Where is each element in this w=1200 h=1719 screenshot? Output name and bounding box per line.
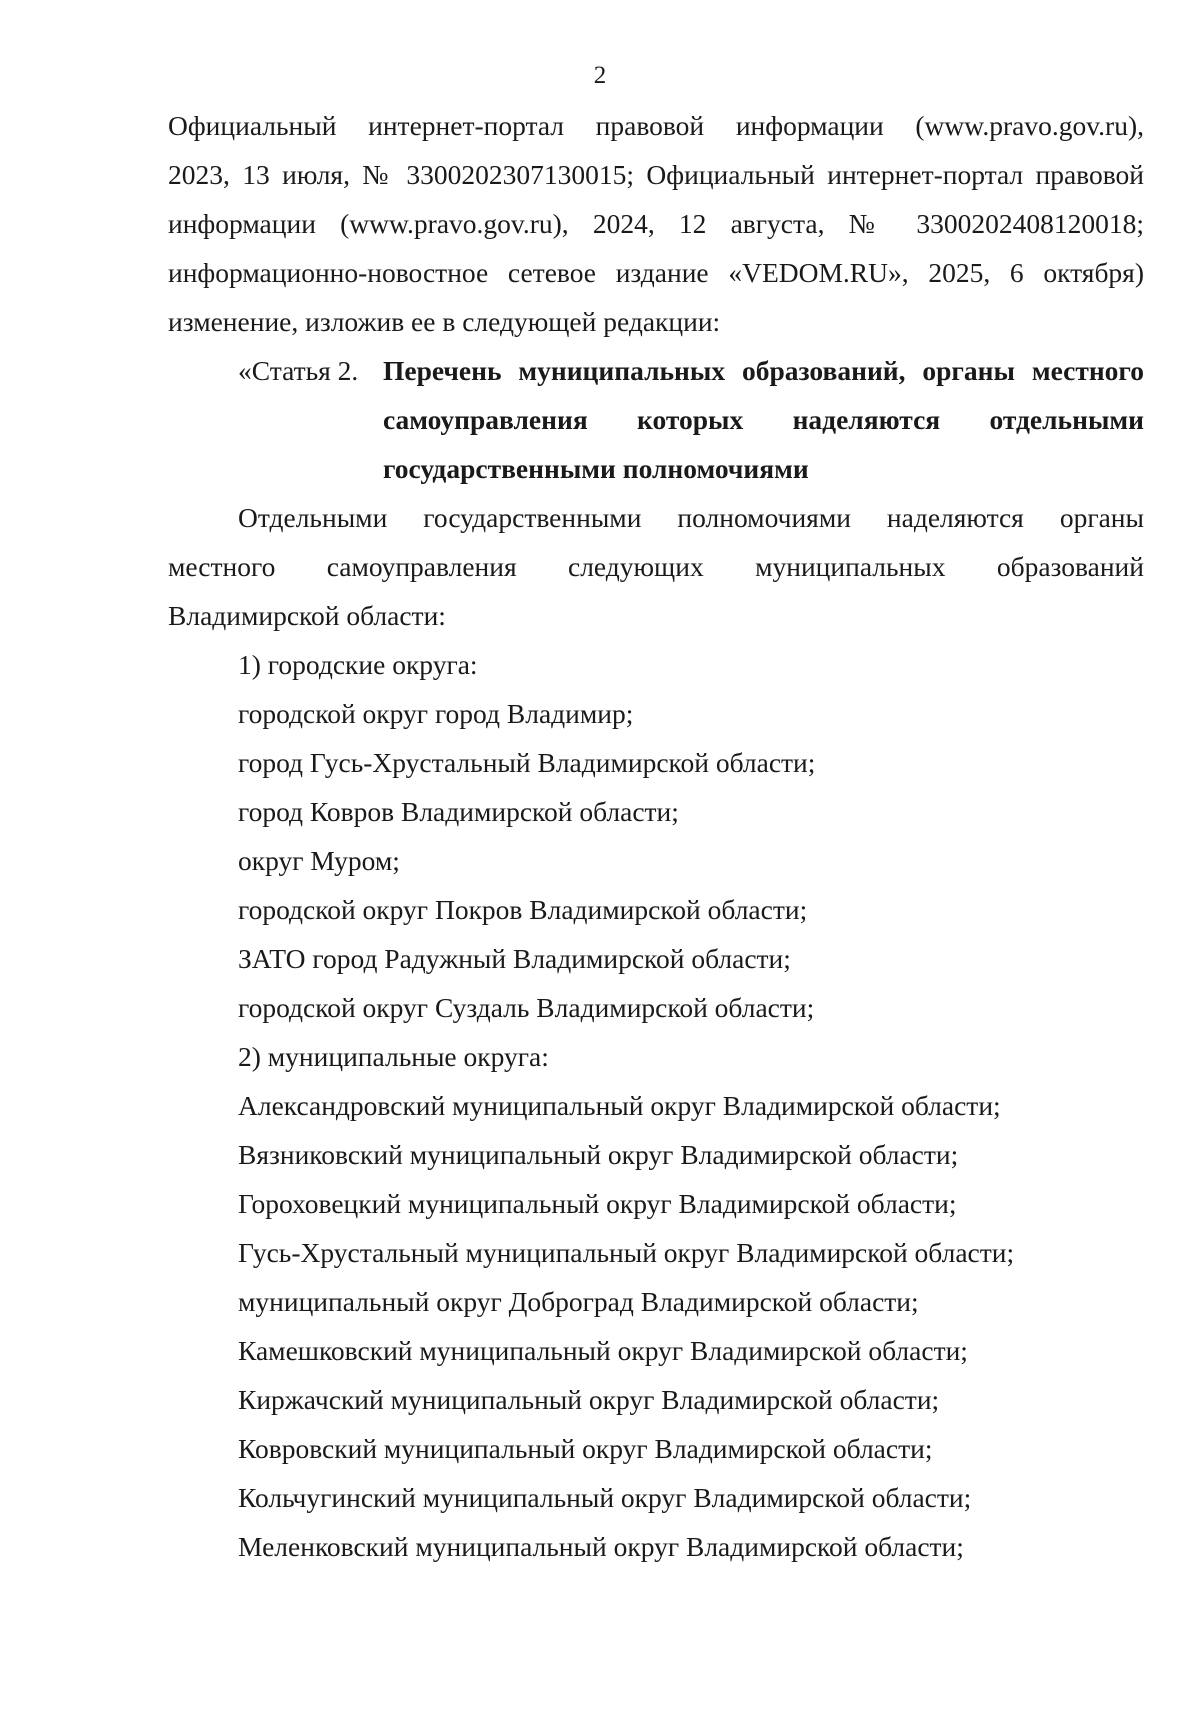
list-item: Александровский муниципальный округ Владимирской области; <box>238 1090 1001 1121</box>
article-heading <box>168 346 1144 493</box>
intro-line: информации (www.pravo.gov.ru), 2024, 12 августа, № 3300202408120018; <box>168 208 1144 239</box>
body-paragraph <box>168 493 1144 640</box>
body-line: Отдельными государственными полномочиями наделяются органы <box>238 502 1144 533</box>
article-title-line: государственными полномочиями <box>383 453 809 484</box>
list-item: город Ковров Владимирской области; <box>238 796 679 827</box>
list-item: Ковровский муниципальный округ Владимирской области; <box>238 1433 933 1464</box>
list-item: Камешковский муниципальный округ Владимирской области; <box>238 1335 968 1366</box>
list-item: Меленковский муниципальный округ Владимирской области; <box>238 1531 964 1562</box>
document-body <box>168 101 1144 1571</box>
list-item: городской округ Покров Владимирской области; <box>238 894 808 925</box>
intro-line: 2023, 13 июля, № 3300202307130015; Официальный интернет-портал правовой <box>168 159 1144 190</box>
article-title-line: Перечень муниципальных образований, органы местного <box>383 355 1144 386</box>
list-item: Гусь-Хрустальный муниципальный округ Владимирской области; <box>238 1237 1015 1268</box>
list-item: Вязниковский муниципальный округ Владимирской области; <box>238 1139 959 1170</box>
section-urban-districts <box>168 640 1144 1032</box>
page-number: 2 <box>593 62 607 89</box>
list-item: ЗАТО город Радужный Владимирской области; <box>238 943 791 974</box>
list-item: городской округ город Владимир; <box>238 698 634 729</box>
list-item: округ Муром; <box>238 845 400 876</box>
article-title <box>383 346 1144 493</box>
intro-paragraph <box>168 101 1144 346</box>
intro-line: изменение, изложив ее в следующей редакции: <box>168 306 721 337</box>
intro-line: информационно-новостное сетевое издание «VEDOM.RU», 2025, 6 октября) <box>168 257 1144 288</box>
list-item: Гороховецкий муниципальный округ Владимирской области; <box>238 1188 957 1219</box>
body-line: Владимирской области: <box>168 600 446 631</box>
list-item: городской округ Суздаль Владимирской области; <box>238 992 815 1023</box>
article-number: «Статья 2. <box>238 355 359 386</box>
section-heading: 1) городские округа: <box>238 649 478 680</box>
list-item: город Гусь-Хрустальный Владимирской области; <box>238 747 816 778</box>
section-municipal-districts <box>168 1032 1144 1571</box>
list-item: Киржачский муниципальный округ Владимирской области; <box>238 1384 940 1415</box>
article-title-line: самоуправления которых наделяются отдельными <box>383 404 1144 435</box>
section-heading: 2) муниципальные округа: <box>238 1041 549 1072</box>
list-item: Кольчугинский муниципальный округ Владимирской области; <box>238 1482 972 1513</box>
list-item: муниципальный округ Доброград Владимирской области; <box>238 1286 919 1317</box>
intro-line: Официальный интернет-портал правовой информации (www.pravo.gov.ru), <box>168 110 1144 141</box>
body-line: местного самоуправления следующих муниципальных образований <box>168 551 1144 582</box>
